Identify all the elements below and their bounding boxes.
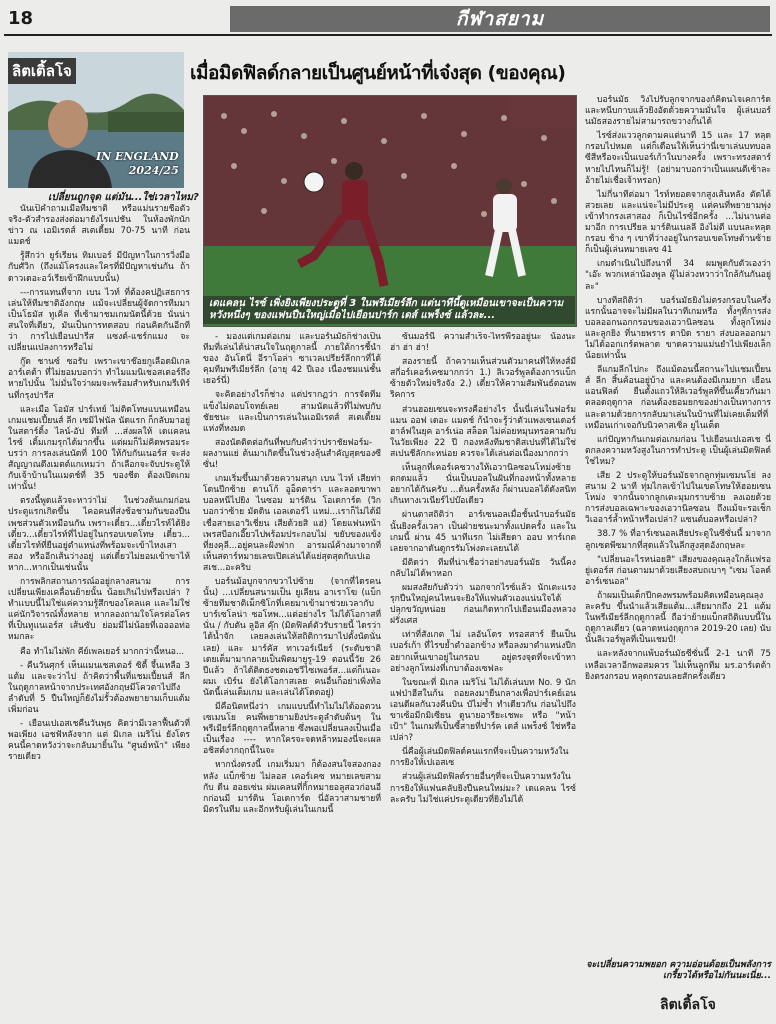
paragraph: ---การแทนที่จาก เบน ไวท์ ที่ต้องคปฏิเสธการเล่นให้ทีมชาติอังกฤษ แม้จะเปลี่ยนผู้จัดการทีมมาเป็นโธมัส ทูเคิ่ล ที่เซ้ามาชมเกมนัดนี้ด้วย นั่นน่าสนใจที่เดียว, มันเป็นการทดสอบ ก่อนคิดกันอีกทีว่า การไปเยือนปารีส แซงต์-แชร์กแมง จะเปลี่ยนแปลงการหรือไม่ xyxy=(8,287,190,354)
paragraph: รู้สึกว่า ยูร์เรียน ทิมเบอร์ มีปัญหาในการวิ่งมือกับศัวิก (ถึงแม้โครงและใครที่มีปัญหาเช่นกัน ถ้าดาวเดอะอว์เรียเข้าฝึกแบบนั้น) xyxy=(8,251,190,284)
paragraph: ส่วนฮอยเซนจะทรงคือย่างไร นั้นนี่เล่นในฟอร์มแมน ออฟ เดอะ แมตช์ ก้นำจะรู้ว่าตัวแพงเซนเดอร์ฮาล์ฟในยุค อาร์เน่อ สล็อต ไม่ค่อยหมุนทรอคามกับ ในวัยเพียง 22 ปี กองหลังทีมชาติสเปนที่ได้ไม่ใช่สเปนชีลักกะหน่อย ควรจะได้เล่นต่อเนื่องมากกว่า xyxy=(390,404,576,459)
paragraph: - มองแต่เกมต่อเกม และบอร์นมัธก็ช่างเป็นทีมที่เล่นได้น่าสนใจในฤดูกาลนี้ ภายใต้การชี้นำของ อันโดนี่ อีราโอล่า ซาเวลเปรียร์ลีกกาที่ได้คุมทีมพรีเมียร์ลีก (อายุ 42 ปีเอง เนื่องชมแน่ชั้นเยอร์นี่) xyxy=(203,332,381,387)
section-masthead: กีฬาสยาม xyxy=(230,6,770,32)
paragraph: เสีย 2 ประตูให้บอร์นมัธจากลูกทุ่มเซมนโย่ ลงสนาม 2 นาที ทุ่มไกลเข้าไปในเขตโทษให้ฮอยเซนโหม่ง จากนั้นจากลูกเตะมุมกราบซ้าย ลงเอยด้วยการส่งบอลเฉพาะของเอวานิลซอน ถึงแม้จะรอเช็กวิเออาร์ล้ำหน้าหรือเปล่า? แซนต์บอลหรือเปล่า? xyxy=(585,471,771,526)
article-column-2 xyxy=(203,332,381,1020)
paragraph: คือ ทำไมไม่พัก คีย์เพลเยอร์ มากกว่านี้หนอ... xyxy=(20,646,185,657)
column-subhead: เปลี่ยนถูกจุด แต่มัน...ใช่เวลาไหม? xyxy=(48,192,199,203)
page-number: 18 xyxy=(8,8,34,29)
paragraph: เท่าที่สังเกต ไม่ เลอันโดร ทรอสสาร์ ยืนเป็นเบอร์เก้า ที่ไรขย้ำตำออกข้าง หรือลงมาตำแหน่งปีก อยากเห็นเขาอยู่ในกรอบ อยู่ตรงจุดที่จะเข้าหา อย่างลูกโหม่งที่เกบาต้องเซฟละ xyxy=(390,630,576,674)
paragraph: บางทีสถิติว่า บอร์นมัธยิงไม่ตรงกรอบในครึ่งแรกนั้นอาจจะไม่มีผลในวาทีเกมหรือ ทั้งๆที่การส่งบอลออกนอกกรอบของเอวานิลซอน ทั้งลูกโหม่งและลูกยิง ที่นายพราร ดาบิด รายา ส่งบอลออกมาไม่ได้ออกเกร์ตพลาด ขาดความแม่นยำไปเพียงเล็กน้อยเท่านั้น xyxy=(585,295,771,362)
paragraph: - คืนวันศุกร์ เห็นแมนเชสเตอร์ ซิตี้ จึ้นเหลือ 3 แต้ม และจะว่าไป ถ้าคิดว่าพื้นที่แชมเปี้ยนส์ ลีก ในฤดูกาลหน้าจากประเทศอังกฤษมีโควตาไปถึงลำดับที่ 5 ปืนใหญ่ก็ยังไม่รั้วต้องพยายามเก็บแต้มเพิ่มก่อน xyxy=(8,660,190,716)
paragraph: - เยือนเปเอสเชคืนวันพุธ คิดว่ามีเวลาฟื้นตัวที่พอเพียง เอชฟัหลังจาก แต่ มิเกล เมริโน่ ยังโดรคนนี้คาดหวังว่าจะกลับมายิ้นใน "ศูนย์หน้า" เพียงรายเดียว xyxy=(8,719,190,763)
paragraph: บอร์นมัธ วิ่งไปรับลูกจากของก์คิดนโจเคการ์ดและหนีบกาบแล้วยิงอัดด้วยความมั่นใจ ผู้เล่นบอร์นมัธสองรายไม่สามารถขวางกั้นได้ xyxy=(585,95,771,128)
season-label: 2024/25 xyxy=(128,164,179,177)
paragraph: "เปลี่ยนอะไรหน่อยสิ" เสียงของคุณลุงใกล้แฟรอยู่เตอร์ส ก่อนตามมาด้วยเสียงสบถเบาๆ "เซม โอลด์ อาร์เซนอล" xyxy=(585,554,771,587)
paragraph: ส่วนผู้เล่นมิดฟิลด์รายอื่นๆที่จะเป็นความหวังในการยิงให้แฟนคลับยิงปืนคนใหม่มะ? เดแคลน ไรซ์ ละครับ ไม่ใช่แค่ประตูเดียวที่ยิงไม่ได้ xyxy=(390,772,576,805)
paragraph: สองรายนี้ ถ้าความเห็นส่วนตัวมาคนที่ให้หงส์มีสกี่อร์เคอร์เคซมากกว่า 1.) ลิเวอร์พูลต้องการแบ็กซ้ายตัวใหม่จริงจัง 2.) เดี๋ยวให้ความสัมพันธ์ตอนพริคการ xyxy=(390,357,576,401)
article-headline: เมื่อมิดฟิลด์กลายเป็นศูนย์หน้าที่เจ๋งสุด (ของคุณ) xyxy=(190,62,566,84)
paragraph: บอร์นม้อบูกจากขวาไปซ้าย (จากที่ไดรคนนั้น) ...เปลี่ยนสนามเป็น ยูเลียน อาเราโฆ (แบ็กซ้ายทีมชาติเม็กซิโกที่เคยมาเข้ามาช่วยเวลากับบาร์เซโลน่า ซอโหพ...แต่อย่างไร ไม่ได้โอกาสที่นั่น / กับตัน ลูอิส คุ๊ก (มิดฟิลด์ตัวรับรายนี้ ไดรว่าได้น้ำจัก เลยลงเล่นให้สถิติการมาไปตั้งนัดนั่นเลย) และ มาร์คัส ทาเวอร์เนียร์ (ระดับชาติ เดยเด็มามากลายเป็นพิตมายูรู-19 ตอนนี้วัย 26 ปีแล้ว ถ้าได้ติดธงชตเอชวีไซเพอร์ส...แต่ก็เนอะ ผมเ เบิร์น ยังได้โอกาสเลย คนอื่นก็อย่าเพิ่งท้อ นัดนี้เล่นเต็มเกม และเล่นได้โดดอยู่) xyxy=(203,576,381,698)
author-signature: ลิตเติ้ลโจ xyxy=(660,997,716,1013)
paragraph: เห็นลูกที่เคอร์เคซวางให้เอวานิลซอนโหม่งซ้ายตกดมแล้ว นั่นเป็นบอลในฝันที่กองหน้าทั้งหลายอยากได้กันครับ ...ด้นครั้งหลัง ก็ผ่านบอลได้ดังสนิท เกินทางเวเนียร์ไปบ๊อเดียว xyxy=(390,463,576,507)
location-label: IN ENGLAND xyxy=(96,150,179,163)
paragraph: ไรซ์ส่งแววลูกตามคแต่นาที 15 และ 17 หลุดกรอบไปหมด แต่ก็เดือนให้เห็นว่านี่เขาเล่นบทบอลซีสีหรือจะเป็นเบอร์เก้าในบางครั้ง เพราะทรงสตาร์หายไปไหนก็ไม่รู้! (อย่ามาบอกว่าเป็นแผนตีเซ้าละ อ้ายไม่เชื่อเจ้าหรอก) xyxy=(585,131,771,186)
paragraph: ในขณะที่ มิเกล เมริโน่ ไม่ได้เล่นบท No. 9 นักแฟป่าฮีสในก้น ถอยลงมายืนกลางเพื่อปาร์เคย์เอนเอนดีผลกันวงคีนบิน บัไม่ซ้ำ ทำเดียวกัน ก่อนไปถึงขาเซ้อมีกมิเซียน ดูนายอารียะเชพะ หรือ "หน้าเป้า" ในเกมที่เป็นซี้สายที่ปาร์ค เดส์ แพร็งซ์ ใช่หรือเปล่า? xyxy=(390,677,576,744)
paragraph: มีคือนิตหนึ่งว่า เกมแบบนี้ทำไมไม่ได้ออตวน เซเมนโย คนพี่พยายามยิงประตูลำดับต้นๆ ในพรีเมียร์ลีกฤดูกาลนี้หลาย ซึ่งพอเปลี่ยนลงเป็นเมื่อเป็นเรื่อง ---- หากใครจะจดหล้าหมองนี่จะเผลอชิสต์งากฤกนี้ในจะ xyxy=(203,702,381,757)
paragraph: แก่ปัญหากันเกมต่อเกมก่อน ไปเยือนเปเอสเช นี่ตกลงความหวังสูงในการทำประตู เป็นผู้เล่นมิดฟิลด์ใช่ไหม? xyxy=(585,434,771,467)
paragraph: เกมเริ่มขึ้นมาด้วยความสนุก เบน ไวท์ เสียท่า โดนปีกซ้าย ดานโก้ อูอ็ตตาร่า และลอดขาพาบอลหนีไปยิง ไนซอม มาร์ติน โอเดการ์ด (วิก บอกว่าซ้าย มัดดิน เอลเดอร์ไ แหม่...เราก็ไม่ได้มีเชื่อสายเอาวิเชี่ยน เสียด้วยสิ แฮ่) โดยแฟนหน้าเพรสบีอกเอี๊ยวไปพร้อมประกอบไม่ ขยับของแข้งที่ยงคุลี...อยู่คนละฝั่งฟาก อารมณ์ค้างมาจากที่เห็นสตาร์หมายเลขเปิดเล่นได้แย่สุดสุดกับเปเอสเช...อะคริบ xyxy=(203,474,381,573)
hero-photo xyxy=(203,95,577,327)
paragraph: ซ้นมอร์นี่ ความสำเร็จ-ไทรพี่รออยู่นะ น้องนะ ฮ่า ฮ่า ฮ่า! xyxy=(390,332,576,354)
photo-caption: เดแคลน ไรซ์ เพิ่งยิงเพียงประตูที่ 3 ในพรีเมียร์ลีก แต่นาทีนี้ดูเหมือนเขาจะเป็นความหวังหนึ่งๆ ของแฟนปืนใหญ่เมื่อไปเยือนปาร์ก เดส์ แพร็งซ์ แล้วละ... xyxy=(203,296,575,324)
paragraph: ตรงนี้พูดแล้วจะหาว่าไม่ ในช่วงต้นเกมก่อนประตูแรกเกิดขึ้น ไคอคนที่ส่งช้อชามกันของปืนเพชส่วนตัวเหมือนกัน เพราะเดี๋ยว...เดี๋ยวไรท์ได้ยิงเดี๋ยว...เดี๋ยวไรท์ที่ไปอยู่ในกรอบเขตโทษ เดี๋ยว... เดี๋ยวไรท์ที่ยืนอยู่ตำแหน่งที่พร้อมจะเข้าไหงเสาสอง หรืออีกเส้นว่างอยู่ แต่เดี๋ยวไม่ยอมเข้าขาไห้หาก...หากเป็นเช่นนั้น xyxy=(8,496,190,573)
paragraph: มีติดว่า ทีมที่น่าเชื่อว่าอย่างบอร์นมัธ วันนี้คงกลับไม่ได้พาหอก xyxy=(390,557,576,579)
paragraph: หากนั่งตรงนี้ เกมเริ่มมา ก็ต้องสนใจสองกองหลัง แบ็กซ้าย ไม่ลอส เคอร์เคซ หมายเลขสาม กับ ดีน ฮอยเซ่น ผ่มเคลนที่กิ้กหมายอลูสอวก่อนอีกก่อนมี มาร์ติน โอเดการ์ด นี่อัลวาสามชายที่มิตรในทีม และอีกหรับผู้เล่นในเกมนี้ xyxy=(203,760,381,815)
article-column-1 xyxy=(8,204,190,1020)
paragraph: 38.7 % ที่อาร์เซนอลเสียประตูในซีซั่นนี้ มาจากลูกเซตพีซมากที่สุดแล้วในลีกสูงสุดอังกฤษละ xyxy=(585,529,771,551)
paragraph: กู๊ด ชานซ์ ซอรับ เพราะเขาช๊อยกูเลือดมิเกล อาร์เตต้า ที่ไม่ยอมบอกว่า ทำไมแมนิเชอสเตอร์ถึงหายไปนั้น ไม่มั่นใจว่าผมจะพร้อมสำหรับเกมรีเทิร์นที่กรุงปารีส xyxy=(8,357,190,401)
column-logo: ลิตเติ้ลโจ xyxy=(8,58,76,84)
paragraph: การพลิกสถานการณ์ออยู่กลางสนาม การเปลี่ยนเพียงเคลื่อนย้ายนั้น น้อยเกินไปหรือเปล่า ? ทำเเบบนี้ไม่ใช่แค่ความรู้สึกของโคลแค เเละไม่ใช่แค่นักวิจารณ์ทั้งหลาย หากลองถามใจโครต่อโครที่เป็นทูแนเอร์ส เส้นซับ ย่อมมีไม่น้อยที่เออออท่อหมกละ xyxy=(8,577,190,643)
closing-line: จะเปลี่ยนความพยอก ความอ่อนด้อยเป็นพลังการเกรี้ยวได้หรือไม่กันนะเนี่ย... xyxy=(586,960,771,981)
paragraph: และเมือ โอมัส ปาร์เทย์ ไม่ติดโทษแบนเหมือนเกมแชมเปี้ยนส์ ลีก เซมิไฟนัล นัดแรก ก็กลับมาอยู่ในสตาร์ติ้ง ไลน์-อัป ทีมที่ ...ส่งผลให้ เดแคลน ไรซ์ เติ้มเกมรุกได้มากขึ้น แต่ผมก็ไม่คิดพรอมระบรว่า การลงเล่นนัดที่ 100 ให้กับกันเนอร์ส จะส่งสัญญาณดึงเมตต์แกเหมว่า ถ้าเลือกจะจับประตูให้กับเจ้าบ้านในแมตช์ที่ 35 ของชีด ต้องเปิดเกมเท่านั้น! xyxy=(8,404,190,493)
paragraph: สองนัดติดต่อกันที่พบกับคำว่าปราชัยฟอร์ม-ผลงานแย่ ต้นมาเกิดขึ้นในช่วงลุ้นสำคัญสุดของซีซั่น! xyxy=(203,437,381,471)
article-column-4 xyxy=(585,95,771,975)
paragraph: ถ้าผมเป็นเด็กปีกคงพรมพร้อมคิดเหมือนคุณลุงละครับ ขึ้นนำแล้วเสียแต้ม...เสียมากถึง 21 แต้มในพรีเมียร์ลีกฤดูกาลนี้ ถือว่าย้ายแบ็กสถิติแบบนี้ในฤดูกาลเดียว (ฉลาดหน่งฤดูกาล 2019-20 เลย) นับนั้นลิเวอร์พูลที่เป็นแชมป์! xyxy=(585,590,771,646)
paragraph: ลีแกมลีกไปกะ ถึงแม้ตอนนี้สถานะไปแชมเปี้ยนส์ ลีก สิ้นค้อนอยู่บ้าง และคนต้องมีเกมยาก เยือนแอนฟิลด์ ยืนตั้งแถวให้ลิเวอร์พูลที่ขึ้นเคี้ยวกันมาตลอดฤดูกาล ก่อนต้องยอมยกของย่างเป็นทางการ และตามด้วยการกลับมาเล่นในบ้านที่ไม่เคยเต็มที่ที่เหมือนเก่าเจอกับนิวคาสเซิ่ล ยูไนเต็ด xyxy=(585,365,771,431)
paragraph: เกมดำเนินไปถึงนาที่ 34 ผมพูดกับตัวเองว่า "เอ๊ะ พวกเหล่าน้องพูล ผู้ไม่ล่วงหวาว่าใกล้กันกันอยู่ละ" xyxy=(585,259,771,292)
paragraph: นี่คือผู้เล่นมิดฟิลด์คนแรกที่จะเป็นความหวังในการยิงให้เปเอสเซ xyxy=(390,747,569,769)
paragraph: และหลังจากแพ้บอร์นมัธซีซั่นนี้ 2-1 นาที 75 เหลือเวลาอีกพอสมควร ไม่เห็นลูกทีม มร.อาร์เตต้า ยิงตรงกรอบ หลุดกรอบเลยสักครั้งเดียว xyxy=(585,649,771,682)
paragraph: ผมสงสัยกับตัวว่า นอกจากไรซ์แล้ว นักเตะแรงรุกปืนใหญ่คนไหนจะยิงให้แฟนตัวเองแน่นใจได้ ปลุกขวัญหน่อย ก่อนเกิดหากไปเยือนเมืองหลวงฝรั่งเศส xyxy=(390,582,576,627)
column-location xyxy=(96,150,179,178)
header-rule xyxy=(4,34,772,36)
article-column-3 xyxy=(390,332,576,1020)
paragraph: นั่นเป็คำถามเมื่อทีมชาติ หรือแม่นรายชื่อตัวจริง-ตัวสำรองส่งต่อมายังไรแปชัน ในห้องพักนักข่าว ณ เอมิเรตส์ สเตเดี้ยม 70-75 นาที ก่อนแมตช์ xyxy=(8,204,190,248)
paragraph: จะคิดอย่างไรก็ช่าง แต่ปรากฏว่า การจัดทีมแข็งไม่ตอบโจทย์เลย สามนัดแล้วที่ไม่พบกับชัยชนะ และเป็นการเล่นในเอมิเรตส์ สเตเดี้ยมแห่งที่หงมด xyxy=(203,390,381,434)
paragraph: ผ่านตาสถิติว่า อาร์เซนอลเมื่อชั้นนำบอร์นมัธ นั้นยิงครั้งเวลา เป็นฝ่ายชนะมาทั้งแปดครั้ง และในเกมนี้ ผ่าน 45 นาทีแรก ไม่เสียดา ออบ ทาร์เกต เลยจากอาดันดูกรรัมโพ่งตะเลยนได้ xyxy=(390,510,576,554)
paragraph: ไม่กี่นาทีต่อมา ไรท์หยอดจากสูงเส้นหลัง ตัดได้สวยเลย และแน่จะไม่มีประตู แต่คนที่พยายามพุ่งเข้าทำกรงเสาสอง ก็เป็นไรซ์อีกครั้ง ...ไม่นานต่อมาอีก การเปรียล มาร์ตินเนลลี อิงไม่ตี แบนละหลุดกรอบ ช้าง ๆ เขาที่ว่างอยู่ในกรอบเขตโทษด้านซ้าย ก็เป็นผู้เล่นหมายเลข 41 xyxy=(585,189,771,256)
